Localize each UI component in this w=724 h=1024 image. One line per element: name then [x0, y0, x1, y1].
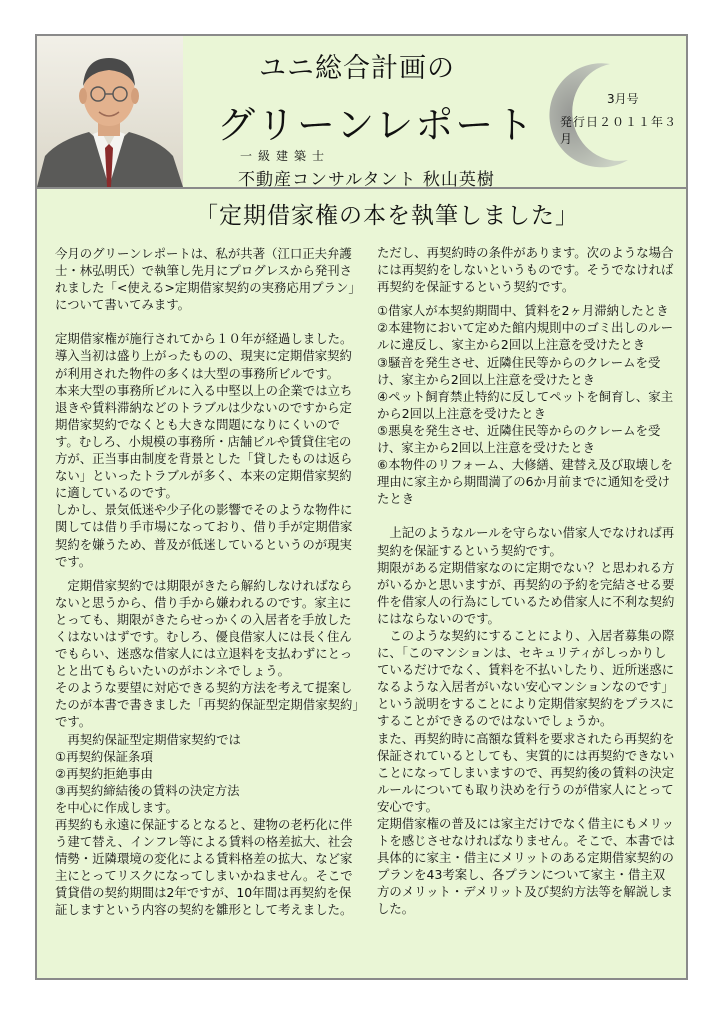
condition-item-4: ④ペット飼育禁止特約に反してペットを飼育し、家主から2回以上注意を受けたとき — [377, 388, 674, 421]
condition-item-6: ⑥本物件のリフォーム、大修繕、建替え及び取壊しを理由に家主から期間満了の6か月前までに通知を受けたとき — [377, 457, 673, 507]
right-paragraph-5: また、再契約時に高額な賃料を要求されたら再契約を保証されているとしても、実質的には再契約できないことになってしまいますので、再契約後の賃料の決定ルールについても取り決めを行うのが借家人にとって安心です。 — [377, 730, 675, 814]
condition-item-3: ③騒音を発生させ、近隣住民等からのクレームを受け、家主から2回以上注意を受けたとき — [377, 354, 661, 387]
author-photo — [37, 36, 183, 187]
list-item-1: ①再契約保証条項 — [55, 748, 153, 764]
paragraph-8: 再契約も永遠に保証するとなると、建物の老朽化に伴う建て替え、インフレ等による賃料の格差拡大、社会情勢・近隣環境の変化による賃料格差の拡大、など家主にとってリスクになってしまいかねません。そこで賃貸借の契約期間は2年ですが、10年間は再契約を保証しますという内容の契約を雛形として考えました。 — [55, 817, 353, 918]
right-paragraph-2: 上記のようなルールを守らない借家人でなければ再契約を保証するという契約です。 — [377, 525, 675, 558]
right-paragraph-1: ただし、再契約時の条件があります。次のような場合には再契約をしないというものです。そうでなければ再契約を保証するという契約です。 — [377, 245, 674, 295]
right-paragraph-6: 定期借家権の普及には家主だけでなく借主にもメリットを感じさせなければなりません。そこで、本書では具体的に家主・借主にメリットのある定期借家契約のプランを43考案し、各プランについて家主・借主双方のメリット・デメリット及び契約方法等を解説しました。 — [377, 816, 675, 917]
right-column — [377, 244, 675, 918]
issue-month: 3月号 — [607, 92, 639, 106]
paragraph-1: 定期借家権が施行されてから１０年が経過しました。導入当初は盛り上がったものの、現実に定期借家契約が利用された物件の多くは大型の事務所ビルです。 — [55, 331, 353, 381]
condition-item-5: ⑤悪臭を発生させ、近隣住民等からのクレームを受け、家主から2回以上注意を受けたとき — [377, 422, 661, 456]
issue-date: 発行日２０１１年３月 — [560, 115, 678, 146]
condition-item-2: ②本建物において定めた館内規則中のゴミ出しのルールに違反し、家主から2回以上注意を受けたとき — [377, 320, 674, 353]
title-line-1: ユニ総合計画の — [259, 53, 455, 84]
architect-label: 一級建築士 — [240, 149, 331, 163]
consultant-name: 不動産コンサルタント 秋山英樹 — [238, 170, 495, 190]
paragraph-3: しかし、景気低迷や少子化の影響でそのような物件に関しては借り手市場になっており、借り手が定期借家契約を嫌うため、普及が低迷しているというのが現実です。 — [55, 502, 353, 569]
right-paragraph-4: このような契約にすることにより、入居者募集の際に、「このマンションは、セキュリティがしっかりしているだけでなく、賃料を不払いしたり、近所迷惑になるような入居者がいない安心マンションなのです」という説明をすることにより定期借家契約をプラスにすることができるのではないでしょうか。 — [377, 627, 675, 729]
newsletter-frame — [35, 34, 688, 980]
intro-paragraph: 今月のグリーンレポートは、私が共著（江口正夫弁護士・林弘明氏）で執筆し先月にプログレスから発刊されました「<使える>定期借家契約の実務応用プラン」について書いてみます。 — [55, 246, 361, 313]
list-item-2: ②再契約拒絶事由 — [55, 765, 153, 781]
newsletter-header — [37, 36, 686, 189]
paragraph-6: 再契約保証型定期借家契約では — [67, 731, 241, 747]
author-portrait-image — [37, 36, 183, 187]
right-paragraph-3: 期限がある定期借家なのに定期でない？と思われる方がいるかと思いますが、再契約の予約を完結させる要件を借家人の行為にしているため借家人に不利な契約にはならないのです。 — [377, 559, 675, 626]
paragraph-7: を中心に作成します。 — [55, 799, 178, 815]
title-line-2: グリーンレポート — [217, 103, 536, 147]
list-item-3: ③再契約締結後の賃料の決定方法 — [55, 782, 240, 798]
paragraph-5: そのような要望に対応できる契約方法を考えて提案したのが本書で書きました「再契約保証型定期借家契約」です。 — [55, 680, 359, 730]
paragraph-2: 本来大型の事務所ビルに入る中堅以上の企業では立ち退きや賃料滞納などのトラブルは少ないのですから定期借家契約でなくとも大きな問題になりにくいのです。むしろ、小規模の事務所・店舗ビルや賃貸住宅の方が、正当事由制度を背景とした「貸したものは返らない」といったトラブルが多く、本来の定期借家契約に適しているのです。 — [55, 382, 353, 501]
condition-item-1: ①借家人が本契約期間中、賃料を2ヶ月滞納したとき — [377, 303, 669, 319]
paragraph-4: 定期借家契約では期限がきたら解約しなければならないと思うから、借り手から嫌われるのです。家主にとっても、期限がきたらせっかくの入居者を手放したくはないはずです。むしろ、優良借家人には長く住んでもらい、迷惑な借家人には立退料を支払わずにとっとと出てもらいたいのがホンネでしょう。 — [55, 577, 353, 679]
left-column — [55, 245, 363, 919]
article-headline: 「定期借家権の本を執筆しました」 — [195, 203, 579, 229]
